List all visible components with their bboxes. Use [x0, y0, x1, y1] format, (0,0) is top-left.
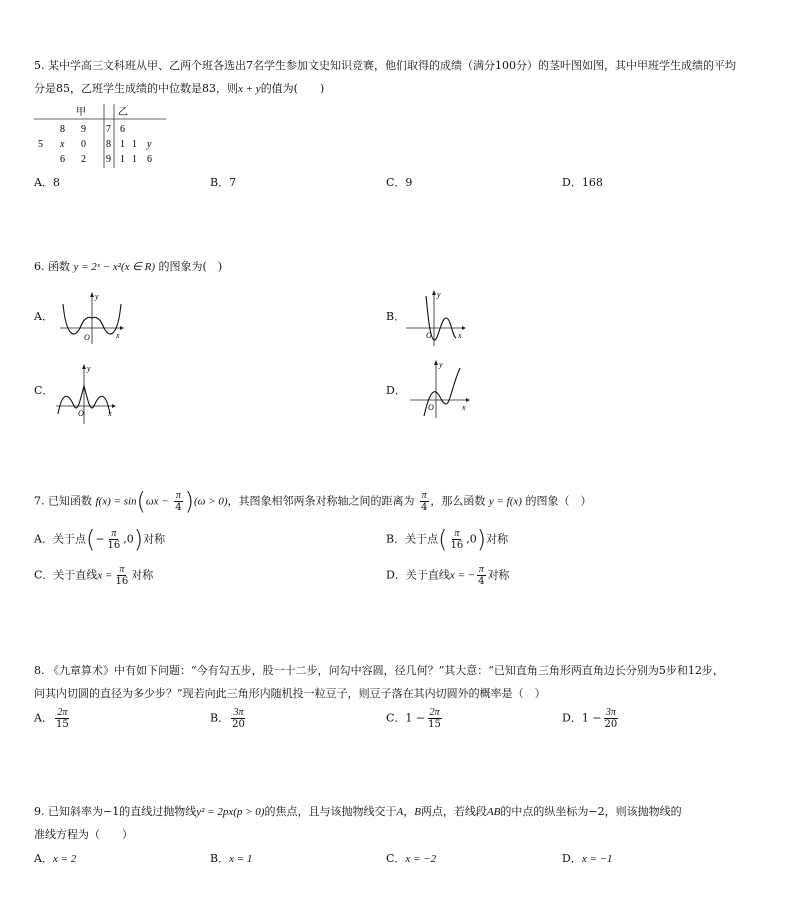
stem-leaf-l: 6 — [60, 154, 65, 165]
stem-leaf-l: 2 — [81, 154, 86, 165]
stem-leaf-r: 1 — [120, 154, 125, 165]
q6-stem — [34, 258, 222, 274]
q6-option-a[interactable]: A． — [34, 310, 53, 323]
q7-fx: f(x) = sin — [95, 495, 137, 508]
q9-option-a[interactable]: A．x = 2 — [34, 852, 77, 865]
stem-leaf-l: x — [60, 139, 65, 150]
q7-option-b[interactable]: B．关于点( $\frac{\pi}{16}$ ,0)对称 — [386, 525, 509, 554]
paren-close: ) — [476, 525, 487, 554]
axis-x-label: x — [462, 403, 466, 412]
paren-open: ( — [85, 525, 96, 554]
stem-leaf-r: 1 — [132, 154, 137, 165]
q7-tail-c: 的图象（ ） — [525, 494, 592, 508]
q5-line1: 5. 某中学高三文科班从甲、乙两个班各选出7名学生参加文史知识竞赛，他们取得的成绩（满分100分）的茎叶图如图，其中甲班学生成绩的平均 — [34, 59, 736, 72]
q6-prefix: 6. 函数 — [34, 260, 70, 273]
q7-stem — [34, 487, 592, 516]
graph-c — [54, 362, 120, 428]
axis-x-label: x — [108, 409, 112, 418]
q6-option-c[interactable]: C． — [34, 384, 54, 397]
q7-mid: ，其图象相邻两条对称轴之间的距离为 — [227, 494, 415, 508]
q5-line2-b: 的值为( ) — [260, 82, 325, 95]
q7-option-a[interactable]: A．关于点(− $\frac{\pi}{16}$ ,0)对称 — [34, 525, 166, 554]
origin-label: O — [84, 333, 90, 342]
stem-leaf-l: 9 — [81, 124, 86, 135]
q6-option-d[interactable]: D． — [386, 384, 406, 397]
stem-leaf-plot — [34, 102, 174, 173]
graph-d — [408, 358, 474, 420]
axis-y-label: y — [87, 364, 91, 373]
q8-option-b[interactable]: B． $\frac{3\pi}{20}$ — [210, 707, 245, 730]
q6-graph-b[interactable] — [404, 288, 470, 351]
stem-leaf-l: 5 — [38, 139, 43, 150]
q6-option-b[interactable]: B． — [386, 310, 406, 323]
q6-formula: y = 2ˣ − x²(x ∈ R) — [73, 261, 156, 273]
q6-graph-c[interactable] — [54, 362, 120, 431]
graph-b — [404, 288, 470, 348]
frac: $\frac{3\pi}{20}$ — [232, 707, 245, 730]
q7-tail-b: y = f(x) — [488, 495, 522, 508]
paren-open: ( — [438, 525, 448, 554]
frac-pi16: $\frac{\pi}{16}$ — [107, 528, 121, 551]
q5-line2-a: 分是85，乙班学生成绩的中位数是83，则 — [34, 82, 238, 95]
q6-graph-a[interactable] — [58, 290, 124, 349]
q9-line2: 准线方程为（ ） — [34, 828, 133, 841]
axis-y-label: y — [95, 292, 99, 301]
q8-line2: 问其内切圆的直径为多少步？”现若向此三角形内随机投一粒豆子，则豆子落在其内切圆外的概率是（ ） — [34, 687, 546, 700]
q7-frac-dist: $\frac{\pi}{4}$ — [421, 490, 428, 513]
frac-pi16: $\frac{\pi}{16}$ — [115, 564, 129, 587]
frac: $\frac{2\pi}{15}$ — [55, 707, 69, 730]
stem-leaf-r: 6 — [147, 154, 152, 165]
q5-option-d[interactable]: D．168 — [562, 176, 603, 189]
paren-close: ) — [133, 525, 144, 554]
q5-line2 — [34, 80, 324, 96]
paren-close: ) — [184, 487, 194, 516]
q7-frac-pi4: $\frac{\pi}{4}$ — [175, 490, 182, 513]
q9-option-b[interactable]: B．x = 1 — [210, 852, 253, 865]
q5-option-b[interactable]: B．7 — [210, 176, 237, 189]
q6-suffix: 的图象为( ) — [158, 260, 223, 273]
q5-expr: x + y — [238, 83, 261, 95]
stem-leaf-l: 8 — [60, 124, 65, 135]
axis-y-label: y — [437, 290, 441, 299]
graph-a — [58, 290, 124, 346]
stem-value: 7 — [106, 124, 111, 135]
frac: $\frac{3\pi}{20}$ — [604, 707, 618, 730]
stem-leaf-lines — [34, 102, 174, 170]
q9-option-d[interactable]: D．x = −1 — [562, 852, 613, 865]
q8-option-c[interactable]: C．1 − $\frac{2\pi}{15}$ — [386, 707, 441, 730]
stem-value: 8 — [106, 139, 111, 150]
origin-label: O — [426, 331, 432, 340]
stem-header-right: 乙 — [118, 107, 128, 118]
origin-label: O — [78, 409, 84, 418]
q8-option-d[interactable]: D．1 − $\frac{3\pi}{20}$ — [562, 707, 618, 730]
stem-header-left: 甲 — [76, 107, 86, 118]
frac-pi16: $\frac{\pi}{16}$ — [450, 528, 464, 551]
stem-leaf-r: 1 — [132, 139, 137, 150]
q7-prefix: 7. 已知函数 — [34, 494, 92, 508]
q7-tail-a: ，那么函数 — [430, 494, 486, 508]
axis-x-label: x — [116, 331, 120, 340]
axis-x-label: x — [458, 331, 462, 340]
q5-option-c[interactable]: C．9 — [386, 176, 413, 189]
q5-option-a[interactable]: A．8 — [34, 176, 60, 189]
stem-leaf-r: 6 — [120, 124, 125, 135]
q7-option-d[interactable]: D．关于直线x = − $\frac{\pi}{4}$ 对称 — [386, 564, 510, 587]
q8-line1: 8. 《九章算术》中有如下问题：“今有勾五步，股一十二步，问勾中容圆，径几何？”其大意：“已知直角三角形两直角边长分别为5步和12步， — [34, 664, 724, 677]
q6-graph-d[interactable] — [408, 358, 474, 423]
stem-leaf-r: y — [147, 139, 152, 150]
q9-option-c[interactable]: C．x = −2 — [386, 852, 437, 865]
q7-arg: ωx − — [145, 495, 169, 508]
frac: $\frac{2\pi}{15}$ — [428, 707, 441, 730]
frac-pi4: $\frac{\pi}{4}$ — [478, 564, 485, 587]
q9-line1: 9. 已知斜率为−1的直线过抛物线y² = 2px(p > 0)的焦点，且与该抛物线交于A，B两点，若线段AB的中点的纵坐标为−2，则该抛物线的 — [34, 805, 682, 818]
paren-open: ( — [136, 487, 146, 516]
q7-option-c[interactable]: C．关于直线x = $\frac{\pi}{16}$ 对称 — [34, 564, 154, 587]
origin-label: O — [428, 403, 434, 412]
stem-value: 9 — [106, 154, 111, 165]
stem-leaf-l: 0 — [81, 139, 86, 150]
q8-option-a[interactable]: A． $\frac{2\pi}{15}$ — [34, 707, 69, 730]
axis-y-label: y — [439, 360, 443, 369]
q7-cond: (ω > 0) — [193, 495, 228, 508]
stem-leaf-r: 1 — [120, 139, 125, 150]
